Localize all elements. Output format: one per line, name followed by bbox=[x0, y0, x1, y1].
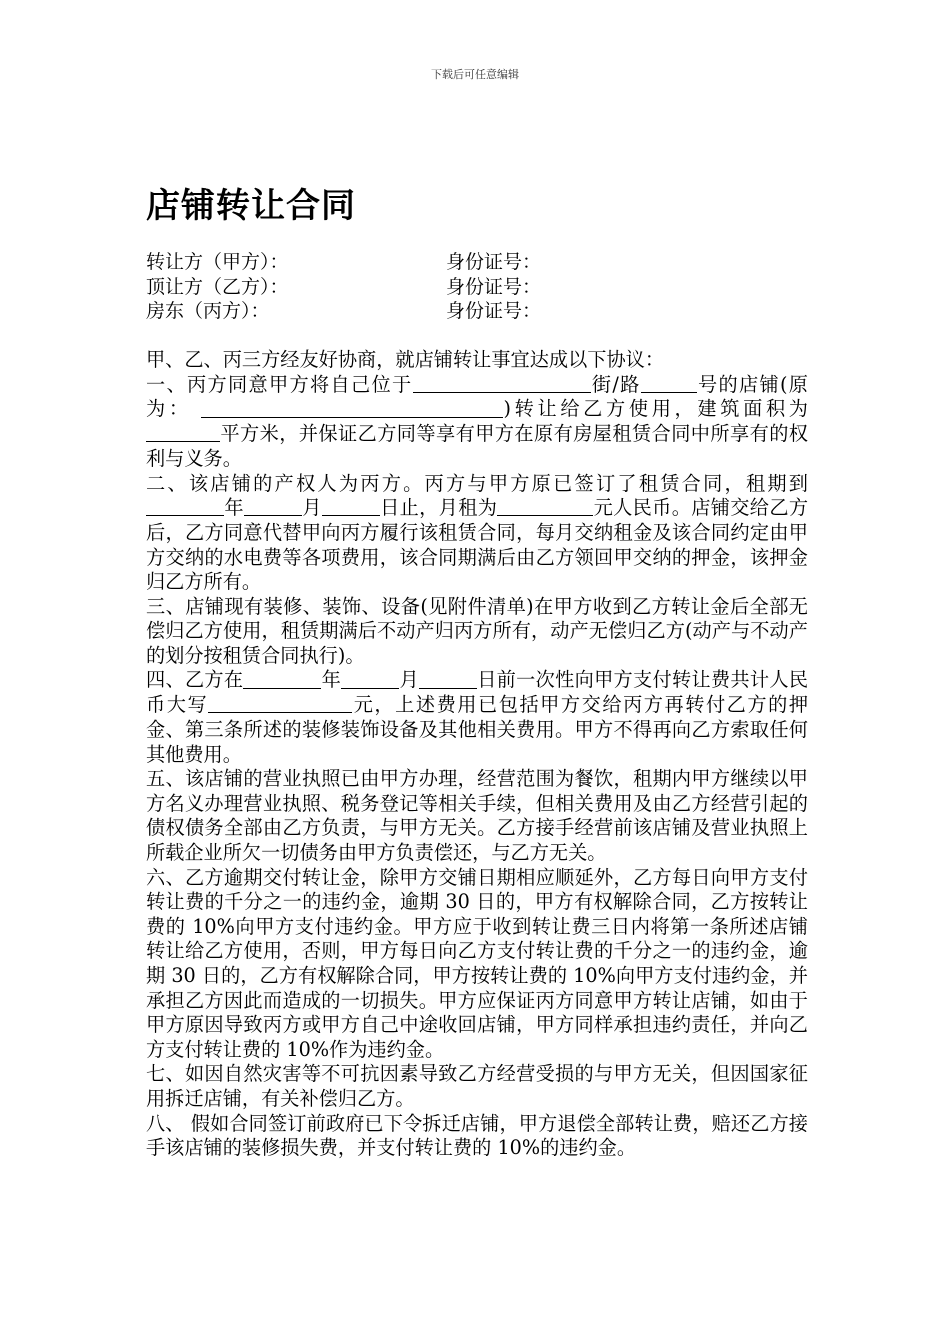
clause-text: 年 bbox=[224, 496, 244, 520]
clause-text: 号的店铺(原为： bbox=[146, 372, 808, 421]
clause-text: )转让给乙方使用，建筑面积为 bbox=[503, 397, 808, 421]
header-note: 下载后可任意编辑 bbox=[431, 68, 519, 81]
blank-line bbox=[497, 496, 593, 516]
party-label: 顶让方（乙方）： bbox=[146, 275, 289, 298]
clause-text: 元，上述费用已包括甲方交给丙方再转付乙方的押金、第三条所述的装修装饰设备及其他相关费用。甲方不得再向乙方索取任何其他费用。 bbox=[146, 693, 809, 766]
blank-line bbox=[146, 422, 220, 442]
blank-line bbox=[341, 668, 399, 688]
clause-text: 四、乙方在 bbox=[146, 668, 244, 692]
clause-text: 月 bbox=[399, 668, 419, 692]
blank-line bbox=[641, 373, 697, 393]
clause-text: 平方米，并保证乙方同等享有甲方在原有房屋租赁合同中所享有的权利与义务。 bbox=[146, 422, 808, 470]
blank-line bbox=[201, 397, 503, 417]
blank-line bbox=[322, 496, 380, 516]
blank-line bbox=[419, 668, 477, 688]
blank-line bbox=[146, 496, 224, 516]
blank-line bbox=[413, 373, 591, 393]
party-id-label: 身份证号： bbox=[446, 275, 542, 298]
blank-line bbox=[243, 668, 321, 688]
clause-text: 年 bbox=[321, 668, 342, 692]
party-id-label: 身份证号： bbox=[446, 251, 542, 273]
party-label: 转让方（甲方）： bbox=[146, 251, 289, 273]
clause-text: 一、丙方同意甲方将自己位于 bbox=[146, 372, 413, 396]
clause-1 bbox=[146, 373, 808, 472]
clause-8: 八、 假如合同签订前政府已下令拆迁店铺，甲方退偿全部转让费，赔还乙方接手该店铺的装修损失费，并支付转让费的 10%的违约金。 bbox=[146, 1111, 808, 1160]
clause-text: 日前一次性向甲方支付转让费共计人民币大写 bbox=[146, 668, 809, 717]
clause-6: 六、乙方逾期交付转让金，除甲方交铺日期相应顺延外，乙方每日向甲方支付转让费的千分之一的违约金，逾期 30 日的，甲方有权解除合同，乙方按转让费的 10%向甲方支付违约金。甲方应于收到转让费三日内将第一条所述店铺转让给乙方使用，否则，甲方每日向乙方支付转让费的千分之一的违约金，逾期 30 日的，乙方有权解除合同，甲方按转让费的 10%向甲方支付违约金，并承担乙方因此而造成的一切损失。甲方应保证丙方同意甲方转让店铺，如由于甲方原因导致丙方或甲方自己中途收回店铺，甲方同样承担违约责任，并向乙方支付转让费的 10%作为违约金。 bbox=[146, 865, 808, 1061]
clause-5: 五、该店铺的营业执照已由甲方办理，经营范围为餐饮，租期内甲方继续以甲方名义办理营业执照、税务登记等相关手续，但相关费用及由乙方经营引起的债权债务全部由乙方负责，与甲方无关。乙方接手经营前该店铺及营业执照上所载企业所欠一切债务由甲方负责偿还，与乙方无关。 bbox=[146, 767, 808, 864]
contract-body bbox=[146, 348, 808, 1161]
clause-2 bbox=[146, 472, 808, 595]
party-id-label: 身份证号： bbox=[446, 300, 542, 322]
document-title: 店铺转让合同 bbox=[146, 186, 356, 226]
party-row-transferee bbox=[146, 275, 806, 300]
party-row-landlord bbox=[146, 299, 806, 324]
clause-3: 三、店铺现有装修、装饰、设备(见附件清单)在甲方收到乙方转让金后全部无偿归乙方使用，租赁期满后不动产归丙方所有，动产无偿归乙方(动产与不动产的划分按租赁合同执行)。 bbox=[146, 594, 808, 667]
blank-line bbox=[208, 693, 352, 713]
parties-block bbox=[146, 250, 806, 324]
clause-text: 元人民币。店铺交给乙方后，乙方同意代替甲向丙方履行该租赁合同，每月交纳租金及该合同约定由甲方交纳的水电费等各项费用，该合同期满后由乙方领回甲交纳的押金，该押金归乙方所有。 bbox=[146, 496, 809, 594]
clause-text: 日止，月租为 bbox=[379, 496, 498, 520]
clause-text: 街/路 bbox=[590, 372, 641, 396]
party-label: 房东（丙方）： bbox=[146, 300, 270, 322]
party-row-transferor bbox=[146, 250, 806, 275]
clause-text: 二、该店铺的产权人为丙方。丙方与甲方原已签订了租赁合同，租期到 bbox=[146, 471, 808, 495]
blank-line bbox=[244, 496, 302, 516]
intro-paragraph: 甲、乙、丙三方经友好协商，就店铺转让事宜达成以下协议： bbox=[146, 348, 665, 371]
clause-7: 七、如因自然灾害等不可抗因素导致乙方经营受损的与甲方无关，但因国家征用拆迁店铺，有关补偿归乙方。 bbox=[146, 1062, 808, 1110]
clause-4 bbox=[146, 668, 808, 767]
clause-text: 月 bbox=[301, 496, 322, 520]
